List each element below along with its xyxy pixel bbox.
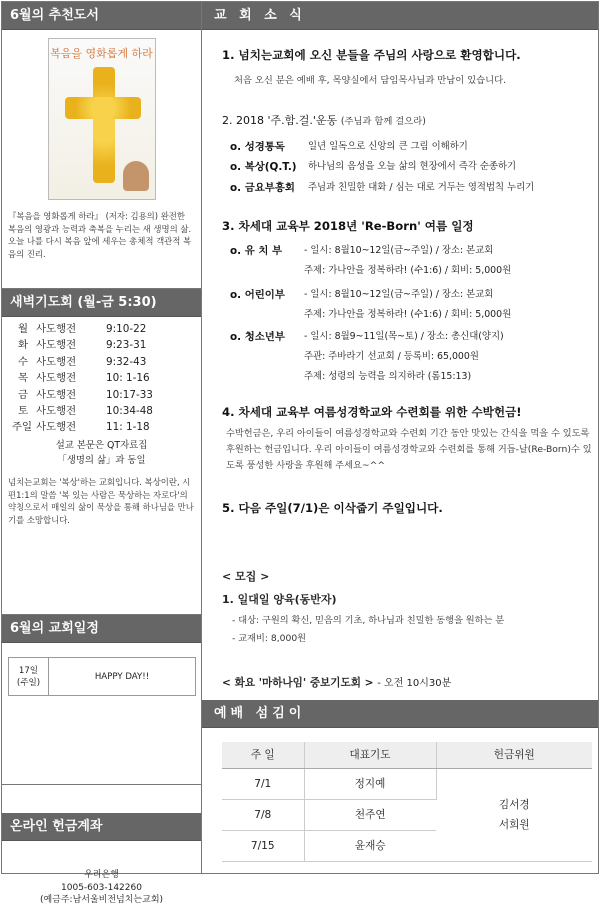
account-holder: (예금주:남서울비전넘치는교회) [39,895,164,906]
list-item: 금 사도행전 10:17-33 [18,388,153,401]
schedule-section [2,615,201,785]
dawn-note: 설교 본문은 QT자료집 「생명의 삶」과 동일 [55,439,148,466]
list-item: o. 성경통독 일년 일독으로 신앙의 큰 그림 이해하기 [230,141,468,153]
list-item: o. 복상(Q.T.) 하나님의 음성을 오늘 삶의 현장에서 즉각 순종하기 [230,161,517,173]
dawn-description: 넘치는교회는 '복상'하는 교회입니다. 복상이란, 시편1:1의 말씀 '복 있는 사람은 묵상하는 자로다'의 약칭으로서 매일의 삶이 묵상을 통해 하나님을 만나기를 소망합니다. [8,476,194,525]
online-offering-section [2,785,201,906]
list-item: 목 사도행전 10: 1-16 [18,372,150,385]
schedule-header: 6월의 교회일정 [2,615,201,643]
book-desc-text: 완전한 복음의 영광과 능력과 축복을 누리는 새 생명의 삶. 오늘 나를 다시 복음 앞에 세우는 총체적 객관적 복음의 진리. [8,211,192,259]
recruit-fee: - 교재비: 8,000원 [232,633,307,644]
table-header-row: 주 일 대표기도 헌금위원 [222,742,592,768]
book-cover-title: 복음을 영화롭게 하라 [50,47,153,60]
news-item-4-body: 수박헌금은, 우리 아이들이 여름성경학교와 수련회 기간 동안 맛있는 간식을 먹을 수 있도록 후원하는 헌금입니다. 우리 아이들이 여름성경학교와 수련회를 통해 거듭-날(Re-Born)수 있도록 풍성한 사랑을 후원해 주세요~^^ [226,428,592,471]
news-item-3-title: 3. 차세대 교육부 2018년 'Re-Born' 여름 일정 [222,219,474,233]
serving-header: 예배 섬김이 [202,700,598,728]
news-item-1-sub: 처음 오신 분은 예배 후, 목양실에서 담임목사님과 만남이 있습니다. [234,75,507,86]
recruit-target: - 대상: 구원의 확신, 믿음의 기초, 하나님과 친밀한 동행을 원하는 분 [232,615,505,626]
news-item-2-title: 2. 2018 '주.함.걸.'운동 (주님과 함께 걸으라) [222,114,426,127]
account-number: 1005-603-142260 [61,882,142,893]
serving-table [222,742,592,862]
table-row: 7/8 천주연 [222,799,592,830]
list-item: o. 유 치 부 - 일시: 8월10~12일(금~주일) / 장소: 본교회 [230,245,494,257]
cross-shape [93,67,115,183]
recruit-item-title: 1. 일대일 양육(동반자) [222,593,337,606]
list-item: o. 어린이부 - 일시: 8월10~12일(금~주일) / 장소: 본교회 [230,289,494,301]
right-column [202,2,598,873]
online-header: 온라인 헌금계좌 [2,813,201,841]
list-item: 주제: 가나안을 정복하라! (수1:6) / 회비: 5,000원 [304,309,512,320]
dawn-prayer-section [2,289,201,615]
bank-name: 우리은행 [84,870,119,880]
book-header: 6월의 추천도서 [2,2,201,30]
list-item: 주일 사도행전 11: 1-18 [12,421,150,434]
table-row [9,658,196,696]
list-item: 수 사도행전 9:32-43 [18,355,147,368]
dawn-schedule-list [2,317,201,436]
list-item: 주제: 성령의 능력을 의지하라 (롬15:13) [304,371,472,382]
news-item-1-title: 1. 넘치는교회에 오신 분들을 주님의 사랑으로 환영합니다. [222,48,521,62]
dawn-header: 새벽기도회 (월-금 5:30) [2,289,201,317]
news-section [202,30,598,727]
book-description [8,210,195,260]
tuesday-prayer: < 화요 '마하나임' 중보기도회 > - 오전 10시30분 [222,677,452,689]
news-header: 교 회 소 식 [202,2,598,30]
bulletin-page [1,1,599,906]
schedule-event: HAPPY DAY!! [49,658,196,696]
treasurer-cell: 김서경 서희원 [436,768,592,861]
list-item: 주제: 가나안을 정복하라! (수1:6) / 회비: 5,000원 [304,265,512,276]
list-item: 월 사도행전 9:10-22 [18,323,147,335]
list-item: 화 사도행전 9:23-31 [18,339,147,352]
list-item: o. 금요부흥회 주님과 친밀한 대화 / 심는 대로 거두는 영적법칙 누리기 [230,182,535,194]
table-row: 7/15 윤재승 [222,830,592,861]
cross-shape-bar [65,97,141,119]
news-item-4-title: 4. 차세대 교육부 여름성경학교와 수련회를 위한 수박헌금! [222,405,522,419]
author-photo [123,161,149,191]
news-item-5-title: 5. 다음 주일(7/1)은 이삭줍기 주일입니다. [222,501,443,515]
book-caption-author: (저자: 김용의) [105,211,159,221]
schedule-day: 17일 (주일) [9,658,49,696]
book-cover-image [48,38,156,200]
list-item: 주관: 주바라기 선교회 / 등록비: 65,000원 [304,351,479,362]
account-info [2,785,201,907]
left-column [2,2,202,906]
schedule-table [8,657,196,696]
list-item: 토 사도행전 10:34-48 [18,405,153,418]
book-caption-title: 『복음을 영화롭게 하라』 [8,211,103,221]
list-item: o. 청소년부 - 일시: 8월9~11일(목~토) / 장소: 총신대(양지) [230,331,504,343]
recruit-header: < 모집 > [222,570,270,583]
book-section [2,2,201,289]
table-row: 7/1 정지예 김서경 서희원 [222,768,592,799]
